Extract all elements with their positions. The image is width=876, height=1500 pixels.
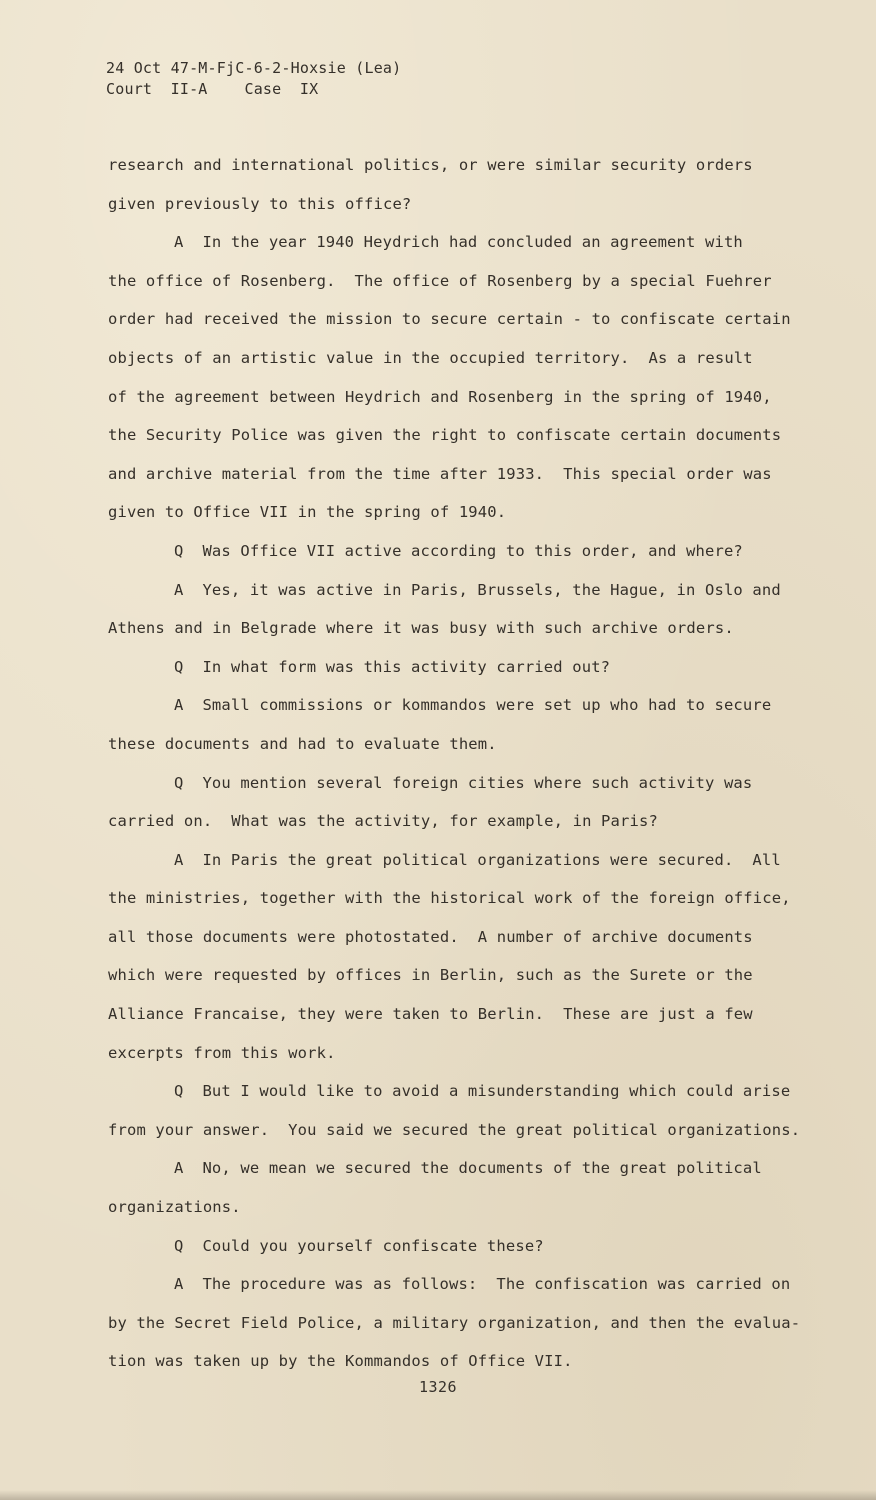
- text-line: Alliance Francaise, they were taken to Berlin. These are just a few: [108, 1005, 753, 1024]
- text-line: all those documents were photostated. A number of archive documents: [108, 927, 753, 946]
- text-line: carried on. What was the activity, for example, in Paris?: [108, 812, 658, 831]
- question-line: Q Was Office VII active according to this order, and where?: [174, 541, 743, 560]
- text-line: which were requested by offices in Berlin, such as the Surete or the: [108, 966, 753, 985]
- question-line: Q In what form was this activity carried out?: [174, 657, 611, 676]
- question-line: Q Could you yourself confiscate these?: [174, 1236, 544, 1255]
- text-line: excerpts from this work.: [108, 1043, 336, 1062]
- text-line: by the Secret Field Police, a military organization, and then the evalua-: [108, 1313, 801, 1332]
- header-line-1: 24 Oct 47-M-FjC-6-2-Hoxsie (Lea): [106, 59, 402, 77]
- text-line: of the agreement between Heydrich and Rosenberg in the spring of 1940,: [108, 387, 772, 406]
- text-line: objects of an artistic value in the occupied territory. As a result: [108, 348, 753, 367]
- text-line: organizations.: [108, 1198, 241, 1217]
- answer-line: A The procedure was as follows: The confiscation was carried on: [174, 1275, 791, 1294]
- question-line: Q You mention several foreign cities where such activity was: [174, 773, 753, 792]
- text-line: tion was taken up by the Kommandos of Office VII.: [108, 1352, 573, 1371]
- text-line: the Security Police was given the right to confiscate certain documents: [108, 426, 782, 445]
- document-header: [106, 58, 401, 100]
- text-line: and archive material from the time after 1933. This special order was: [108, 464, 772, 483]
- text-line: from your answer. You said we secured the great political organizations.: [108, 1120, 801, 1139]
- text-line: order had received the mission to secure certain - to confiscate certain: [108, 310, 791, 329]
- header-line-2: Court II-A Case IX: [106, 80, 319, 98]
- page-number: 1326: [418, 1378, 458, 1396]
- answer-line: A In the year 1940 Heydrich had concluded an agreement with: [174, 233, 743, 252]
- text-line: the ministries, together with the historical work of the foreign office,: [108, 889, 791, 908]
- answer-line: A Small commissions or kommandos were set up who had to secure: [174, 696, 772, 715]
- text-line: Athens and in Belgrade where it was busy with such archive orders.: [108, 619, 734, 638]
- answer-line: A In Paris the great political organizations were secured. All: [174, 850, 781, 869]
- text-line: given previously to this office?: [108, 194, 412, 213]
- answer-line: A No, we mean we secured the documents of the great political: [174, 1159, 762, 1178]
- text-line: the office of Rosenberg. The office of Rosenberg by a special Fuehrer: [108, 271, 772, 290]
- text-line: these documents and had to evaluate them.: [108, 734, 497, 753]
- page-bottom-edge: [0, 1490, 876, 1500]
- text-line: given to Office VII in the spring of 1940.: [108, 503, 507, 522]
- question-line: Q But I would like to avoid a misunderstanding which could arise: [174, 1082, 791, 1101]
- text-line: research and international politics, or were similar security orders: [108, 156, 753, 174]
- transcript-body: [108, 146, 828, 1381]
- answer-line: A Yes, it was active in Paris, Brussels, the Hague, in Oslo and: [174, 580, 781, 599]
